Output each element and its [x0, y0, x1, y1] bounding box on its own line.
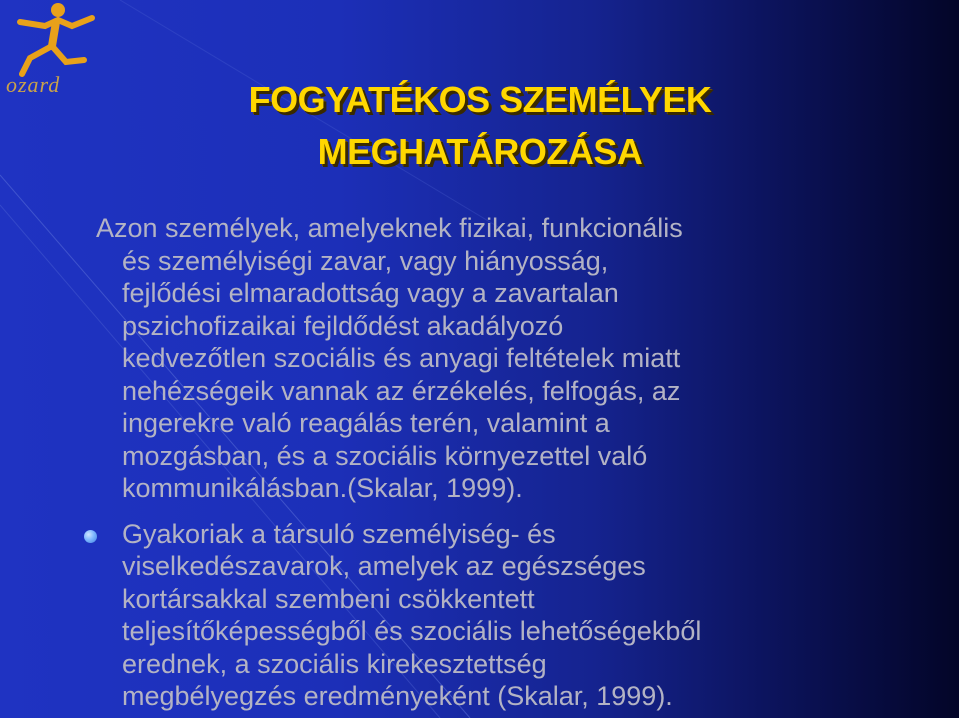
paragraph-bullet — [96, 518, 896, 713]
text-line: és személyiségi zavar, vagy hiányosság, — [122, 245, 609, 276]
running-figure-logo-icon — [0, 0, 100, 80]
paragraph-definition — [96, 212, 896, 505]
text-line: megbélyegzés eredményeként (Skalar, 1999). — [122, 681, 673, 711]
text-line: kedvezőtlen szociális és anyagi feltételek miatt — [122, 343, 681, 373]
text-line: kortársakkal szembeni csökkentett — [122, 583, 535, 614]
text-line: teljesítőképességből és szociális lehetőségekből — [122, 616, 702, 646]
text-line: Azon személyek, amelyeknek fizikai, funkcionális — [96, 213, 683, 243]
slide-body — [96, 212, 896, 713]
title-line-1: FOGYATÉKOS SZEMÉLYEK — [248, 79, 712, 120]
text-line: mozgásban, és a szociális környezettel való — [122, 440, 648, 471]
text-line: kommunikálásban.(Skalar, 1999). — [122, 473, 523, 503]
slide-title — [120, 74, 840, 178]
title-line-2: MEGHATÁROZÁSA — [317, 131, 643, 172]
text-line: erednek, a szociális kirekesztettség — [122, 648, 547, 679]
logo-text: ozard — [6, 72, 61, 97]
text-line: ingerekre való reagálás terén, valamint a — [122, 408, 610, 438]
text-line: pszichofizaikai fejldődést akadályozó — [122, 310, 564, 341]
text-line: fejlődési elmaradottság vagy a zavartalan — [122, 278, 619, 308]
logo — [0, 0, 100, 100]
text-line: nehézségeik vannak az érzékelés, felfogás, az — [122, 375, 681, 406]
text-line: viselkedészavarok, amelyek az egészséges — [122, 551, 646, 581]
bullet-dot-icon — [84, 530, 97, 543]
text-line: Gyakoriak a társuló személyiség- és — [122, 518, 556, 549]
